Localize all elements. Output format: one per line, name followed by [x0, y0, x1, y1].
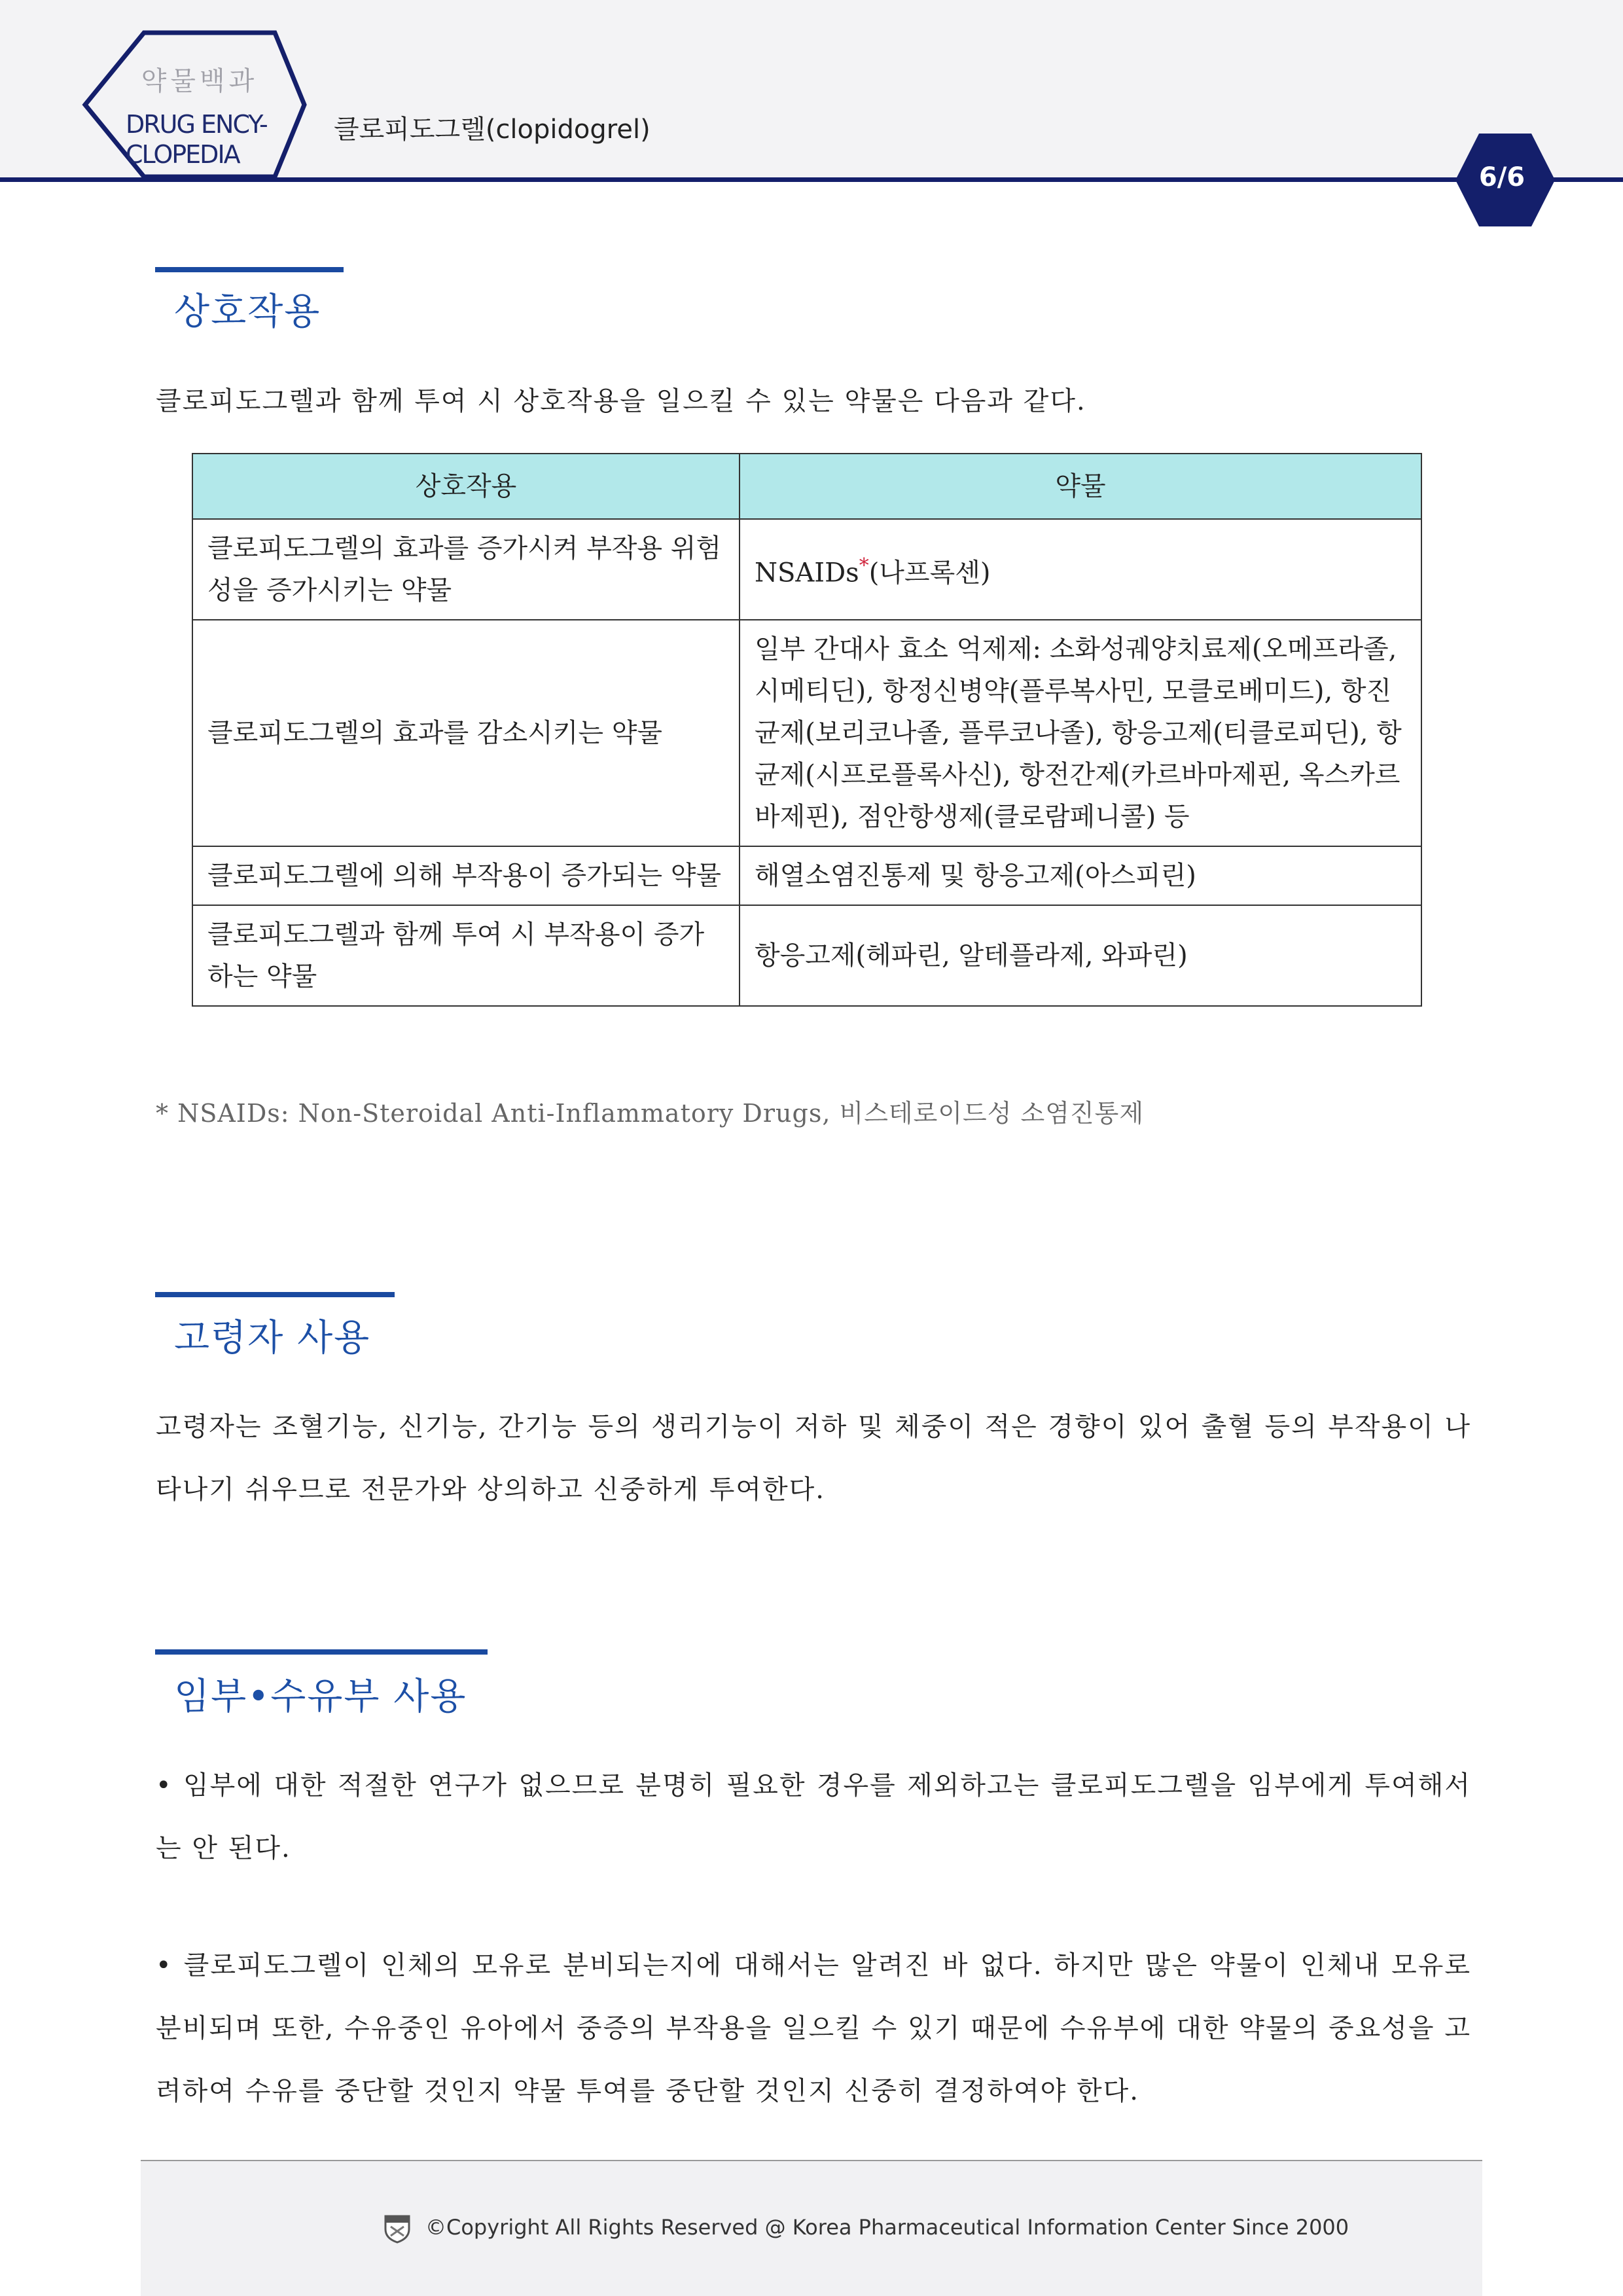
section-bar-interaction: [155, 267, 344, 272]
table-cell-drug: 일부 간대사 효소 억제제: 소화성궤양치료제(오메프라졸, 시메티딘), 항정신병약(플루복사민, 모클로베미드), 항진균제(보리코나졸, 플루코나졸), 항응고제(티클로피딘), 항균제(시프로플록사신), 항전간제(카르바마제핀, 옥스카르바제핀), 점안항생제(클로람페니콜) 등: [740, 620, 1421, 846]
table-header-drug: 약물: [740, 454, 1421, 519]
table-cell-drug: [740, 519, 1421, 620]
section-title-pregnancy: 임부•수유부 사용: [174, 1676, 467, 1718]
table-header-row: [192, 454, 1421, 519]
table-cell-drug: 항응고제(헤파린, 알테플라제, 와파린): [740, 905, 1421, 1006]
table-footnote: * NSAIDs: Non-Steroidal Anti-Inflammatory Drugs, 비스테로이드성 소염진통제: [156, 1099, 1145, 1128]
page-number: 6/6: [1478, 162, 1525, 192]
section-title-elderly: 고령자 사용: [174, 1317, 371, 1359]
table-cell-drug: 해열소염진통제 및 항응고제(아스피린): [740, 846, 1421, 905]
table-cell-effect: 클로피도그렐과 함께 투여 시 부작용이 증가하는 약물: [192, 905, 740, 1006]
section-bar-elderly: [155, 1292, 395, 1297]
logo-korean: 약물백과: [141, 66, 259, 96]
table-header-effect: 상호작용: [192, 454, 740, 519]
table-row: [192, 620, 1421, 846]
footnote-marker: *: [859, 554, 869, 577]
table-row: [192, 846, 1421, 905]
section-title-interaction: 상호작용: [174, 291, 321, 333]
table-cell-effect: 클로피도그렐의 효과를 감소시키는 약물: [192, 620, 740, 846]
elderly-text: 고령자는 조혈기능, 신기능, 간기능 등의 생리기능이 저하 및 체중이 적은 경향이 있어 출혈 등의 부작용이 나타나기 쉬우므로 전문가와 상의하고 신중하게 투여한다.: [156, 1412, 1471, 1505]
pregnancy-bullet-2: • 클로피도그렐이 인체의 모유로 분비되는지에 대해서는 알려진 바 없다. 하지만 많은 약물이 인체내 모유로 분비되며 또한, 수유중인 유아에서 중증의 부작용을 일으킬 수 있기 때문에 수유부에 대한 약물의 중요성을 고려하여 수유를 중단할 것인지 약물 투여를 중단할 것인지 신중히 결정하여야 한다.: [156, 1950, 1471, 2106]
footer-rule: [141, 2160, 1482, 2161]
interaction-table: [192, 453, 1422, 1007]
table-cell-effect: 클로피도그렐에 의해 부작용이 증가되는 약물: [192, 846, 740, 905]
nsaids-label: NSAIDs: [755, 558, 859, 588]
interaction-intro: 클로피도그렐과 함께 투여 시 상호작용을 일으킬 수 있는 약물은 다음과 같다.: [156, 386, 1086, 416]
drug-name: (나프록센): [868, 558, 991, 588]
table-row: [192, 905, 1421, 1006]
logo-english-line2: CLOPEDIA: [126, 140, 240, 169]
pregnancy-bullet-1: • 임부에 대한 적절한 연구가 없으므로 분명히 필요한 경우를 제외하고는 클로피도그렐을 임부에게 투여해서는 안 된다.: [156, 1770, 1471, 1863]
document-title: 클로피도그렐(clopidogrel): [334, 115, 651, 145]
table-cell-effect: 클로피도그렐의 효과를 증가시켜 부작용 위험성을 증가시키는 약물: [192, 519, 740, 620]
shield-crest-icon: [383, 2214, 412, 2244]
copyright-text: ©Copyright All Rights Reserved @ Korea Pharmaceutical Information Center Since 2000: [425, 2215, 1349, 2240]
table-row: [192, 519, 1421, 620]
section-bar-pregnancy: [155, 1649, 488, 1655]
logo-english-line1: DRUG ENCY-: [126, 110, 267, 139]
